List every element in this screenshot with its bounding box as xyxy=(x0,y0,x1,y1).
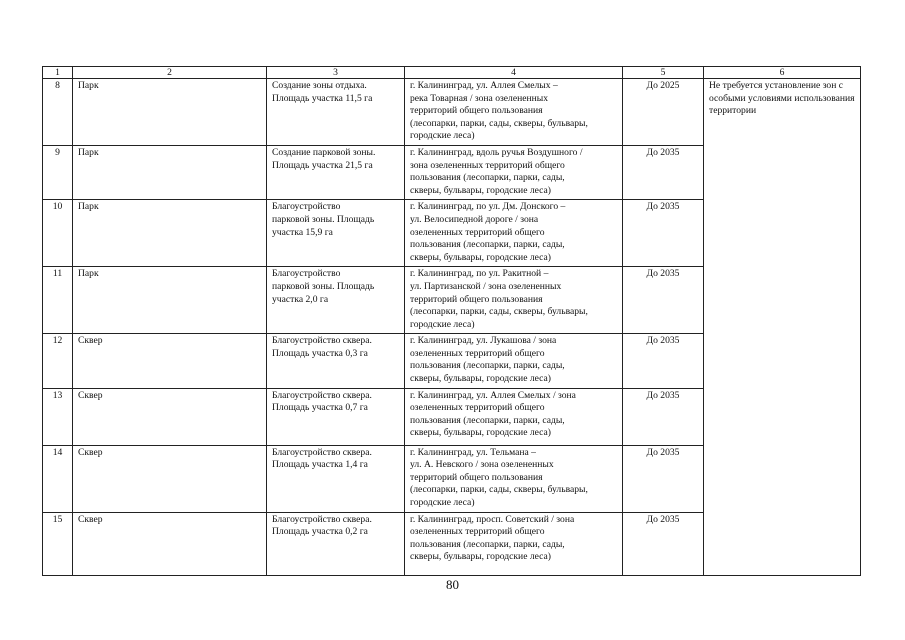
column-number: 6 xyxy=(704,67,861,79)
location-line: ул. А. Невского / зона озелененных xyxy=(410,459,554,471)
activity-line: Создание парковой зоны. xyxy=(272,146,376,158)
location-line: г. Калининград, ул. Аллея Смелых – xyxy=(410,80,558,91)
activity-line: Площадь участка 0,2 га xyxy=(272,526,368,538)
column-number: 3 xyxy=(267,67,405,79)
row-number-cell: 8 xyxy=(43,79,73,146)
location-cell xyxy=(405,388,623,445)
column-number: 2 xyxy=(73,67,267,79)
activity-line: Благоустройство сквера. xyxy=(272,513,372,525)
location-cell xyxy=(405,145,623,199)
location-line: скверы, бульвары, городские леса) xyxy=(410,427,551,439)
activity-cell xyxy=(267,200,405,267)
deadline-cell: До 2035 xyxy=(623,145,704,199)
object-type-cell: Парк xyxy=(73,145,267,199)
column-number-row xyxy=(43,67,861,79)
location-line: г. Калининград, ул. Лукашова / зона xyxy=(410,335,557,347)
location-line: (лесопарки, парки, сады, скверы, бульвары, xyxy=(410,484,588,496)
activity-line: парковой зоны. Площадь xyxy=(272,213,375,225)
activity-cell xyxy=(267,512,405,575)
location-cell xyxy=(405,512,623,575)
column-number: 1 xyxy=(43,67,73,79)
location-line: скверы, бульвары, городские леса) xyxy=(410,251,551,263)
location-line: озелененных территорий общего xyxy=(410,226,545,238)
location-line: г. Калининград, по ул. Ракитной – xyxy=(410,268,549,280)
location-line: территорий общего пользования xyxy=(410,293,543,305)
object-type-cell: Сквер xyxy=(73,512,267,575)
activity-line: парковой зоны. Площадь xyxy=(272,280,375,292)
location-line: ул. Партизанской / зона озелененных xyxy=(410,280,562,292)
activity-line: Благоустройство xyxy=(272,268,341,280)
object-type-cell: Парк xyxy=(73,267,267,334)
activity-cell xyxy=(267,334,405,388)
location-cell xyxy=(405,267,623,334)
row-number-cell: 10 xyxy=(43,200,73,267)
location-line: г. Калининград, по ул. Дм. Донского – xyxy=(410,201,566,213)
object-type-cell: Парк xyxy=(73,200,267,267)
activity-line: Благоустройство xyxy=(272,201,341,213)
location-line: озелененных территорий общего xyxy=(410,526,545,538)
location-line: пользования (лесопарки, парки, сады, xyxy=(410,414,565,426)
location-line: пользования (лесопарки, парки, сады, xyxy=(410,172,565,184)
location-line: г. Калининград, вдоль ручья Воздушного / xyxy=(410,146,583,158)
activity-cell xyxy=(267,267,405,334)
activity-line: Площадь участка 11,5 га xyxy=(272,92,373,104)
deadline-cell: До 2035 xyxy=(623,334,704,388)
location-line: скверы, бульвары, городские леса) xyxy=(410,551,551,563)
location-line: г. Калининград, ул. Тельмана – xyxy=(410,446,536,458)
deadline-cell: До 2035 xyxy=(623,388,704,445)
row-number-cell: 15 xyxy=(43,512,73,575)
row-number-cell: 11 xyxy=(43,267,73,334)
object-type-cell: Парк xyxy=(73,79,267,146)
row-number-cell: 14 xyxy=(43,445,73,512)
activity-cell xyxy=(267,388,405,445)
location-line: озелененных территорий общего xyxy=(410,347,545,359)
location-line: (лесопарки, парки, сады, скверы, бульвары, xyxy=(410,117,588,129)
location-line: городские леса) xyxy=(410,130,475,142)
deadline-cell: До 2025 xyxy=(623,79,704,146)
activity-line: Площадь участка 0,7 га xyxy=(272,402,368,414)
location-cell xyxy=(405,445,623,512)
table-row xyxy=(43,79,861,146)
activity-line: Площадь участка 1,4 га xyxy=(272,459,368,471)
location-cell xyxy=(405,334,623,388)
location-line: река Товарная / зона озелененных xyxy=(410,92,549,104)
row-number-cell: 13 xyxy=(43,388,73,445)
activity-line: Благоустройство сквера. xyxy=(272,335,372,347)
location-line: пользования (лесопарки, парки, сады, xyxy=(410,239,565,251)
activity-line: Благоустройство сквера. xyxy=(272,389,372,401)
location-line: (лесопарки, парки, сады, скверы, бульвары, xyxy=(410,306,588,318)
zone-restriction-note: Не требуется установление зон с особыми условиями использования территории xyxy=(704,79,861,576)
activity-line: Благоустройство сквера. xyxy=(272,446,372,458)
deadline-cell: До 2035 xyxy=(623,512,704,575)
activity-cell xyxy=(267,145,405,199)
activity-line: Площадь участка 21,5 га xyxy=(272,159,373,171)
location-line: скверы, бульвары, городские леса) xyxy=(410,373,551,385)
location-line: зона озелененных территорий общего xyxy=(410,159,565,171)
activity-line: Площадь участка 0,3 га xyxy=(272,347,368,359)
activity-cell xyxy=(267,445,405,512)
location-line: г. Калининград, ул. Аллея Смелых / зона xyxy=(410,389,576,401)
location-line: территорий общего пользования xyxy=(410,471,543,483)
row-number-cell: 9 xyxy=(43,145,73,199)
column-number: 4 xyxy=(405,67,623,79)
activity-cell xyxy=(267,79,405,146)
activity-line: участка 15,9 га xyxy=(272,226,333,238)
deadline-cell: До 2035 xyxy=(623,267,704,334)
activity-line: Создание зоны отдыха. xyxy=(272,80,367,91)
location-line: пользования (лесопарки, парки, сады, xyxy=(410,538,565,550)
object-type-cell: Сквер xyxy=(73,445,267,512)
deadline-cell: До 2035 xyxy=(623,445,704,512)
location-line: территорий общего пользования xyxy=(410,105,543,117)
location-cell xyxy=(405,79,623,146)
location-cell xyxy=(405,200,623,267)
location-line: озелененных территорий общего xyxy=(410,402,545,414)
location-line: пользования (лесопарки, парки, сады, xyxy=(410,360,565,372)
location-line: городские леса) xyxy=(410,318,475,330)
location-line: г. Калининград, просп. Советский / зона xyxy=(410,513,575,525)
location-line: городские леса) xyxy=(410,497,475,509)
page-number: 80 xyxy=(446,577,459,592)
deadline-cell: До 2035 xyxy=(623,200,704,267)
activity-line: участка 2,0 га xyxy=(272,293,329,305)
object-type-cell: Сквер xyxy=(73,388,267,445)
location-line: скверы, бульвары, городские леса) xyxy=(410,184,551,196)
object-type-cell: Сквер xyxy=(73,334,267,388)
column-number: 5 xyxy=(623,67,704,79)
planning-table xyxy=(42,66,861,576)
row-number-cell: 12 xyxy=(43,334,73,388)
location-line: ул. Велосипедной дороге / зона xyxy=(410,213,539,225)
